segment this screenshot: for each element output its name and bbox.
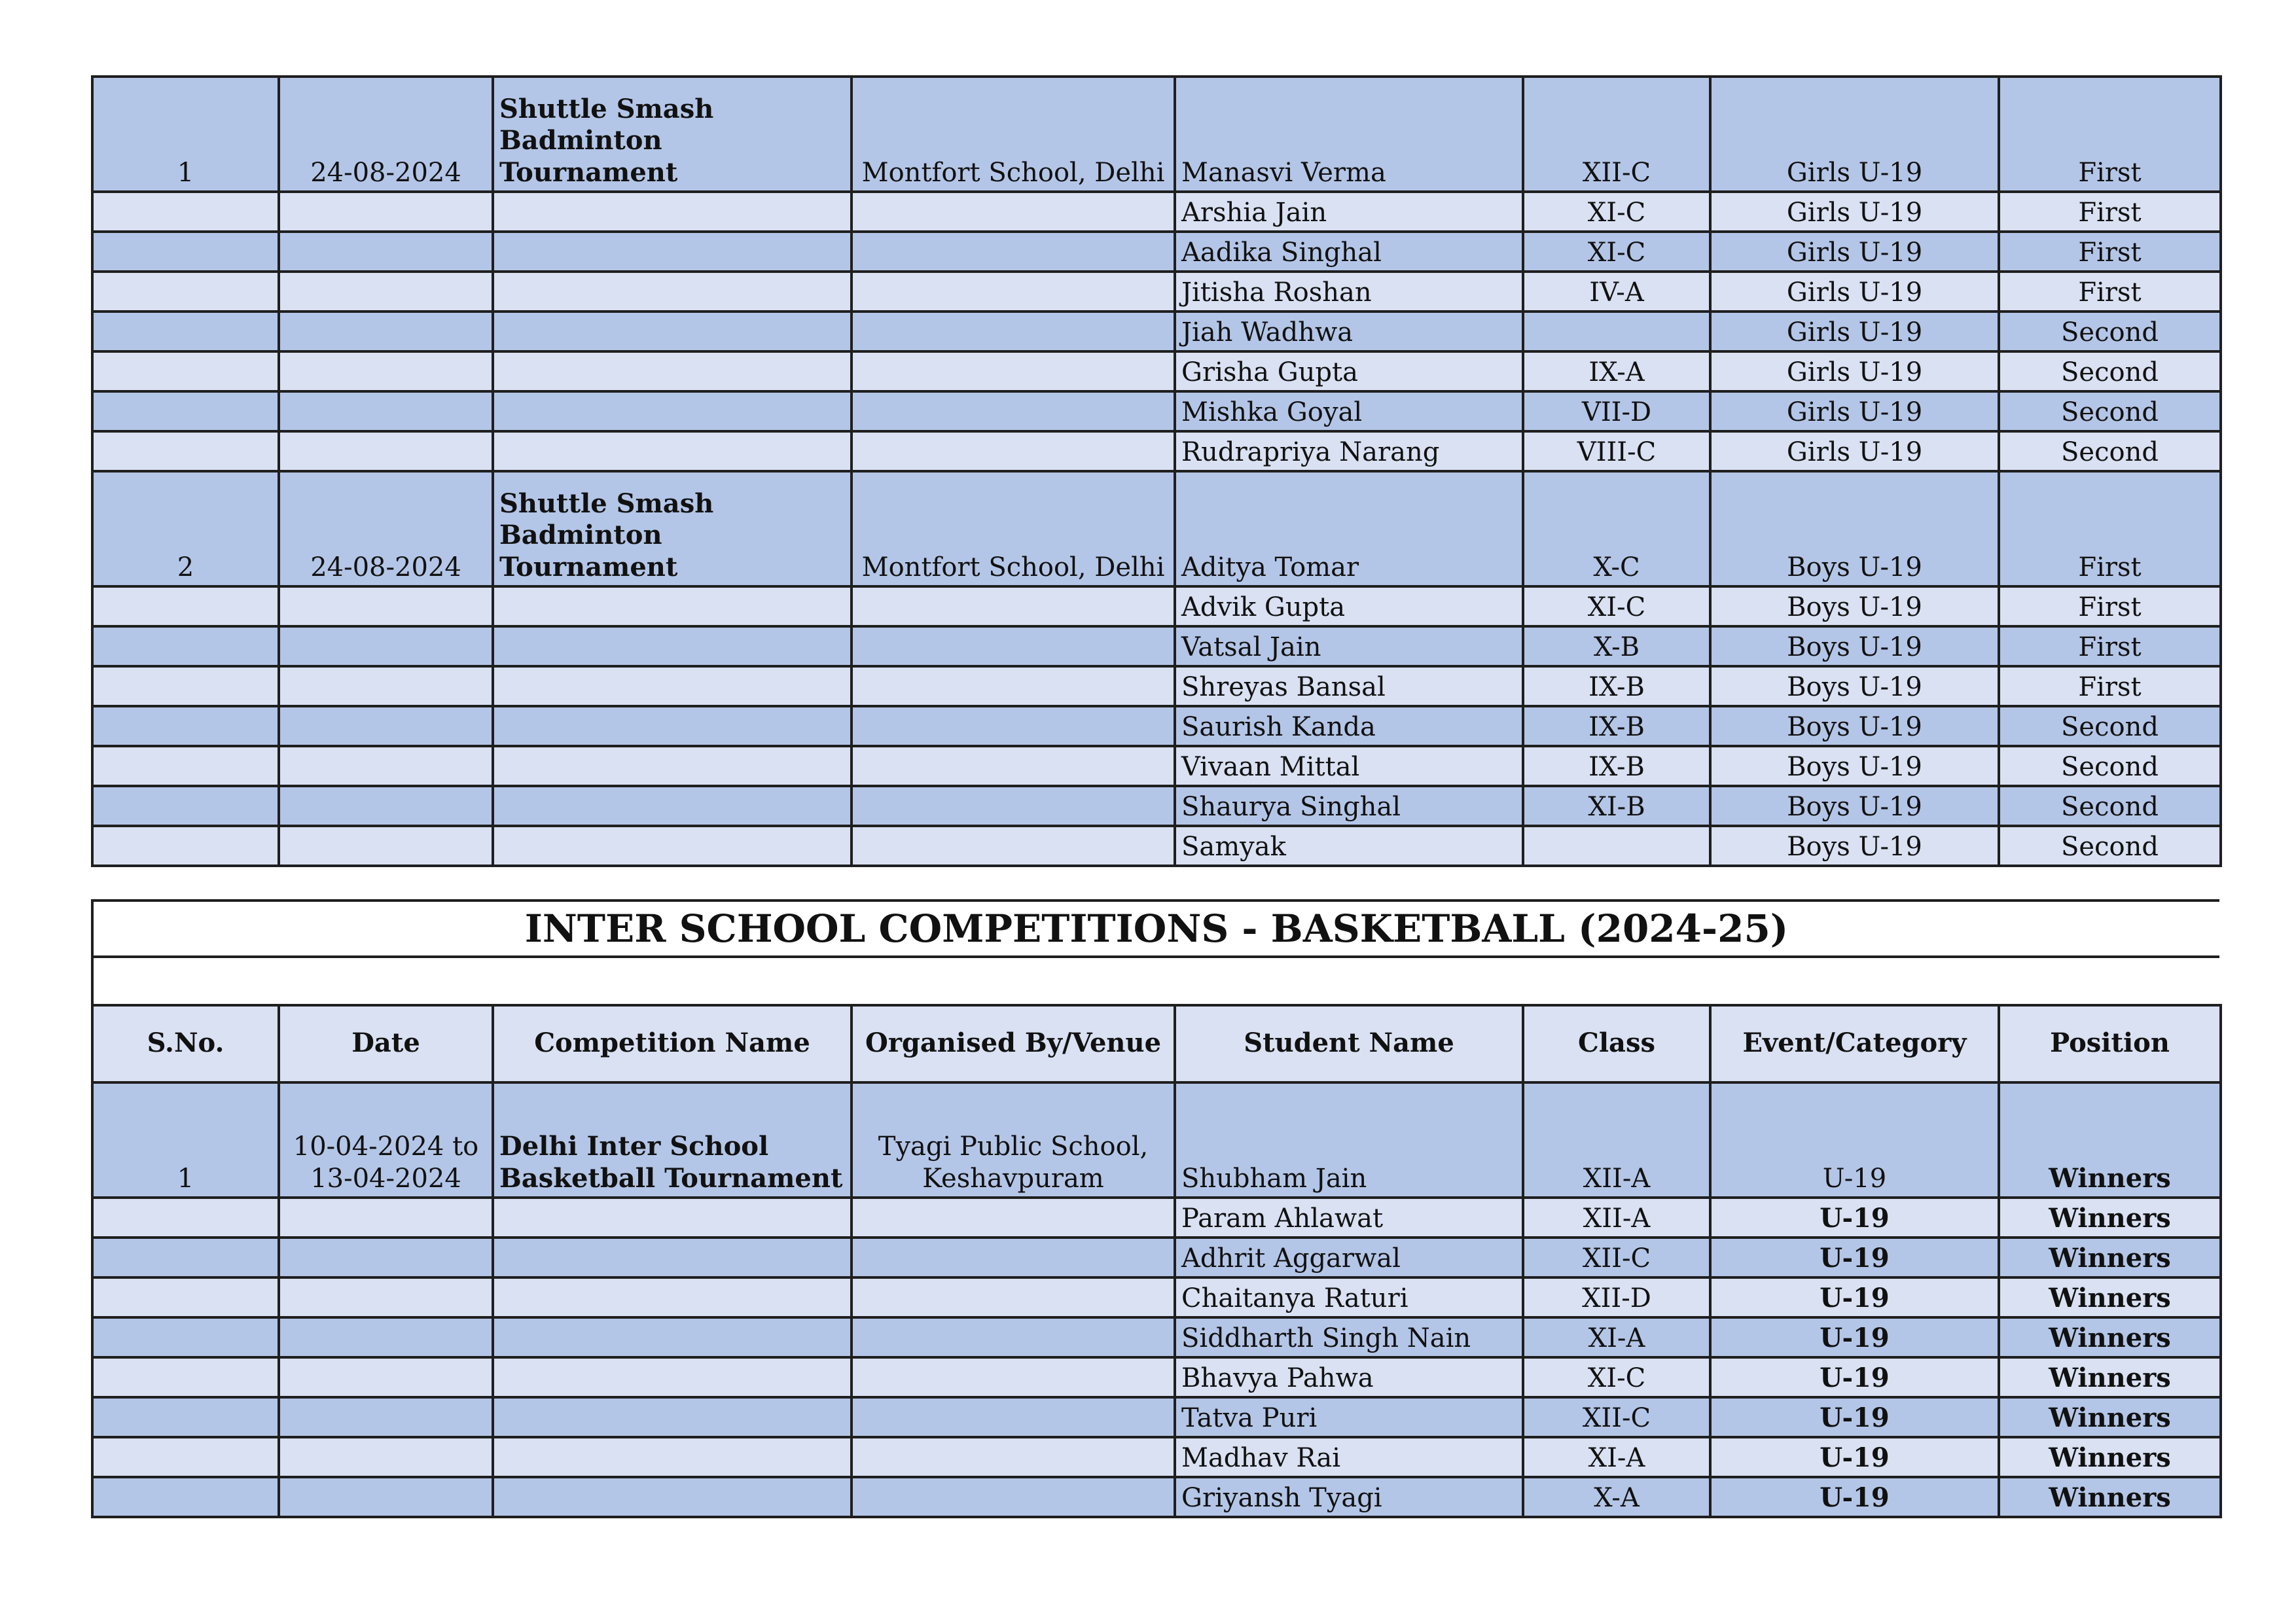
category: Girls U-19 xyxy=(1710,312,1999,351)
header-competition: Competition Name xyxy=(493,1005,852,1082)
class: XII-C xyxy=(1523,1397,1710,1437)
position: First xyxy=(1999,626,2221,666)
table-row xyxy=(92,232,2221,272)
student-name: Aadika Singhal xyxy=(1175,232,1523,272)
position: First xyxy=(1999,232,2221,272)
position: Winners xyxy=(1999,1238,2221,1277)
position: Winners xyxy=(1999,1317,2221,1357)
student-name: Mishka Goyal xyxy=(1175,391,1523,431)
category: Girls U-19 xyxy=(1710,431,1999,471)
student-name: Arshia Jain xyxy=(1175,192,1523,232)
category: U-19 xyxy=(1710,1397,1999,1437)
position: Second xyxy=(1999,826,2221,866)
student-name: Griyansh Tyagi xyxy=(1175,1477,1523,1517)
table-row xyxy=(92,312,2221,351)
table-row xyxy=(92,666,2221,706)
table-row xyxy=(92,626,2221,666)
position: First xyxy=(1999,77,2221,192)
position: Second xyxy=(1999,786,2221,826)
table-row xyxy=(92,272,2221,312)
student-name: Grisha Gupta xyxy=(1175,351,1523,391)
class: XI-C xyxy=(1523,586,1710,626)
category: Girls U-19 xyxy=(1710,391,1999,431)
header-row xyxy=(92,1005,2221,1082)
competition-name: Shuttle Smash Badminton Tournament xyxy=(493,471,852,586)
competition-name: Delhi Inter School Basketball Tournament xyxy=(493,1082,852,1198)
student-name: Siddharth Singh Nain xyxy=(1175,1317,1523,1357)
class: X-B xyxy=(1523,626,1710,666)
category: U-19 xyxy=(1710,1437,1999,1477)
category: Girls U-19 xyxy=(1710,77,1999,192)
student-name: Vivaan Mittal xyxy=(1175,746,1523,786)
category: Girls U-19 xyxy=(1710,192,1999,232)
student-name: Jitisha Roshan xyxy=(1175,272,1523,312)
category: Girls U-19 xyxy=(1710,232,1999,272)
position: Winners xyxy=(1999,1437,2221,1477)
header-position: Position xyxy=(1999,1005,2221,1082)
class: XI-A xyxy=(1523,1437,1710,1477)
header-class: Class xyxy=(1523,1005,1710,1082)
class: VIII-C xyxy=(1523,431,1710,471)
student-name: Madhav Rai xyxy=(1175,1437,1523,1477)
student-name: Chaitanya Raturi xyxy=(1175,1277,1523,1317)
badminton-results-table xyxy=(91,75,2222,867)
serial-number: 1 xyxy=(92,77,279,192)
position: Winners xyxy=(1999,1082,2221,1198)
class: XII-A xyxy=(1523,1082,1710,1198)
position: Winners xyxy=(1999,1477,2221,1517)
class: IX-B xyxy=(1523,746,1710,786)
position: Second xyxy=(1999,351,2221,391)
class: IV-A xyxy=(1523,272,1710,312)
header-category: Event/Category xyxy=(1710,1005,1999,1082)
category: Boys U-19 xyxy=(1710,626,1999,666)
position: Second xyxy=(1999,312,2221,351)
category: U-19 xyxy=(1710,1357,1999,1397)
class: XII-C xyxy=(1523,77,1710,192)
header-sno: S.No. xyxy=(92,1005,279,1082)
category: U-19 xyxy=(1710,1477,1999,1517)
position: Winners xyxy=(1999,1277,2221,1317)
class: IX-B xyxy=(1523,666,1710,706)
student-name: Bhavya Pahwa xyxy=(1175,1357,1523,1397)
class: X-C xyxy=(1523,471,1710,586)
class: XII-D xyxy=(1523,1277,1710,1317)
position: First xyxy=(1999,471,2221,586)
serial-number: 2 xyxy=(92,471,279,586)
section-title: INTER SCHOOL COMPETITIONS - BASKETBALL (2024-25) xyxy=(94,902,2219,958)
table-row xyxy=(92,1277,2221,1317)
class: IX-B xyxy=(1523,706,1710,746)
student-name: Shaurya Singhal xyxy=(1175,786,1523,826)
basketball-results-table xyxy=(91,1004,2222,1518)
table-row xyxy=(92,431,2221,471)
position: Second xyxy=(1999,706,2221,746)
table-row xyxy=(92,1082,2221,1198)
class: XII-A xyxy=(1523,1198,1710,1238)
table-row xyxy=(92,192,2221,232)
student-name: Advik Gupta xyxy=(1175,586,1523,626)
table-row xyxy=(92,471,2221,586)
class xyxy=(1523,312,1710,351)
position: First xyxy=(1999,586,2221,626)
table-row xyxy=(92,586,2221,626)
student-name: Rudrapriya Narang xyxy=(1175,431,1523,471)
header-venue: Organised By/Venue xyxy=(852,1005,1175,1082)
student-name: Manasvi Verma xyxy=(1175,77,1523,192)
table-row xyxy=(92,786,2221,826)
header-student: Student Name xyxy=(1175,1005,1523,1082)
category: Boys U-19 xyxy=(1710,666,1999,706)
class: XI-A xyxy=(1523,1317,1710,1357)
class: XII-C xyxy=(1523,1238,1710,1277)
student-name: Adhrit Aggarwal xyxy=(1175,1238,1523,1277)
position: Winners xyxy=(1999,1357,2221,1397)
class: XI-C xyxy=(1523,1357,1710,1397)
table-row xyxy=(92,351,2221,391)
category: U-19 xyxy=(1710,1277,1999,1317)
venue: Montfort School, Delhi xyxy=(852,471,1175,586)
title-spacer-row xyxy=(94,958,2219,1009)
class: XI-C xyxy=(1523,192,1710,232)
category: Boys U-19 xyxy=(1710,746,1999,786)
position: First xyxy=(1999,272,2221,312)
table-row xyxy=(92,1238,2221,1277)
student-name: Aditya Tomar xyxy=(1175,471,1523,586)
class: X-A xyxy=(1523,1477,1710,1517)
class: XI-C xyxy=(1523,232,1710,272)
position: Winners xyxy=(1999,1198,2221,1238)
competition-name: Shuttle Smash Badminton Tournament xyxy=(493,77,852,192)
position: Second xyxy=(1999,431,2221,471)
table-row xyxy=(92,391,2221,431)
position: First xyxy=(1999,192,2221,232)
category: Boys U-19 xyxy=(1710,471,1999,586)
category: U-19 xyxy=(1710,1198,1999,1238)
category: Girls U-19 xyxy=(1710,272,1999,312)
header-date: Date xyxy=(279,1005,493,1082)
position: First xyxy=(1999,666,2221,706)
table-row xyxy=(92,1437,2221,1477)
date: 24-08-2024 xyxy=(279,471,493,586)
category: U-19 xyxy=(1710,1317,1999,1357)
table-row xyxy=(92,826,2221,866)
table-row xyxy=(92,77,2221,192)
class xyxy=(1523,826,1710,866)
venue: Tyagi Public School, Keshavpuram xyxy=(852,1082,1175,1198)
table-row xyxy=(92,1477,2221,1517)
class: IX-A xyxy=(1523,351,1710,391)
venue: Montfort School, Delhi xyxy=(852,77,1175,192)
date: 24-08-2024 xyxy=(279,77,493,192)
category: Boys U-19 xyxy=(1710,586,1999,626)
table-row xyxy=(92,706,2221,746)
category: U-19 xyxy=(1710,1238,1999,1277)
position: Winners xyxy=(1999,1397,2221,1437)
class: VII-D xyxy=(1523,391,1710,431)
category: Boys U-19 xyxy=(1710,826,1999,866)
table-row xyxy=(92,1198,2221,1238)
category: U-19 xyxy=(1710,1082,1999,1198)
student-name: Vatsal Jain xyxy=(1175,626,1523,666)
student-name: Samyak xyxy=(1175,826,1523,866)
table-row xyxy=(92,746,2221,786)
student-name: Param Ahlawat xyxy=(1175,1198,1523,1238)
student-name: Tatva Puri xyxy=(1175,1397,1523,1437)
position: Second xyxy=(1999,746,2221,786)
category: Boys U-19 xyxy=(1710,786,1999,826)
serial-number: 1 xyxy=(92,1082,279,1198)
category: Boys U-19 xyxy=(1710,706,1999,746)
category: Girls U-19 xyxy=(1710,351,1999,391)
student-name: Shreyas Bansal xyxy=(1175,666,1523,706)
table-row xyxy=(92,1317,2221,1357)
position: Second xyxy=(1999,391,2221,431)
student-name: Saurish Kanda xyxy=(1175,706,1523,746)
class: XI-B xyxy=(1523,786,1710,826)
table-row xyxy=(92,1397,2221,1437)
date: 10-04-2024 to 13-04-2024 xyxy=(279,1082,493,1198)
table-row xyxy=(92,1357,2221,1397)
basketball-title-block xyxy=(91,899,2219,1009)
student-name: Shubham Jain xyxy=(1175,1082,1523,1198)
student-name: Jiah Wadhwa xyxy=(1175,312,1523,351)
